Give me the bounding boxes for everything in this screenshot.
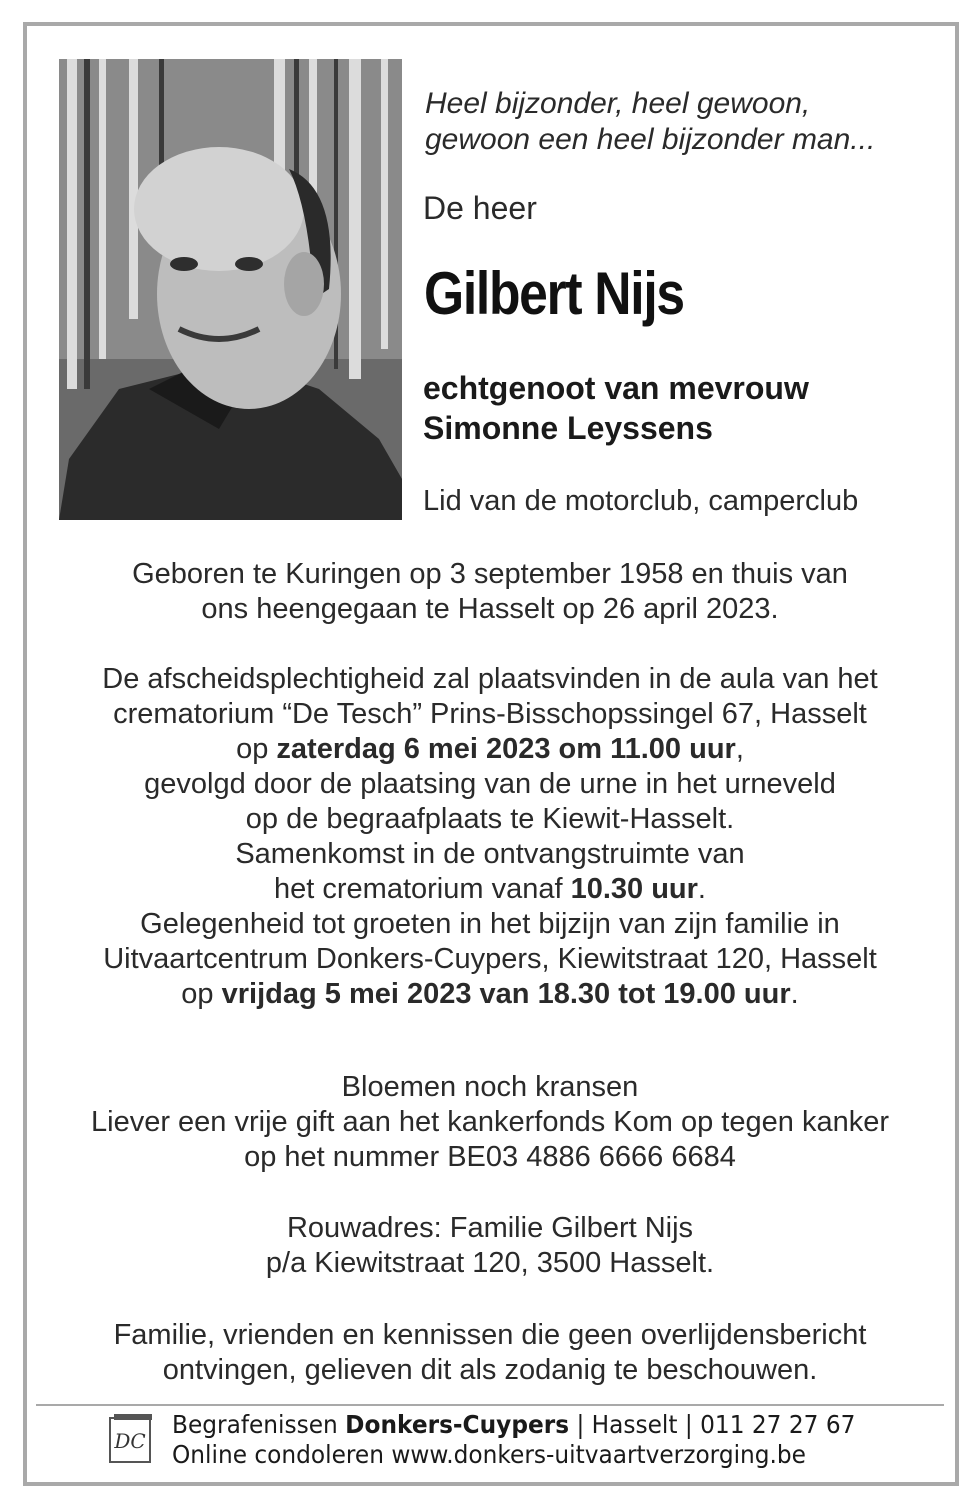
- text-span: .: [697, 873, 706, 905]
- text-line: Gelegenheid tot groeten in het bijzijn van zijn familie in: [140, 908, 840, 940]
- text-line: op het nummer BE03 4886 6666 6684: [244, 1141, 736, 1173]
- text-span: ,: [735, 733, 744, 765]
- text-line: ontvingen, gelieven dit als zodanig te beschouwen.: [162, 1354, 818, 1386]
- deceased-name: Gilbert Nijs: [424, 260, 684, 327]
- footer: [172, 1410, 907, 1470]
- text-line: gevolgd door de plaatsing van de urne in het urneveld: [144, 768, 836, 800]
- footer-contact: | Hasselt | 011 27 27 67: [569, 1410, 856, 1439]
- spouse-info: [423, 368, 809, 448]
- text-line: op de begraafplaats te Kiewit-Hasselt.: [245, 803, 735, 835]
- footer-text: Begrafenissen: [172, 1410, 346, 1439]
- club-membership: Lid van de motorclub, camperclub: [423, 485, 859, 517]
- motto-line: Heel bijzonder, heel gewoon,: [425, 87, 811, 120]
- spouse-line: echtgenoot van mevrouw: [423, 370, 809, 406]
- text-line: p/a Kiewitstraat 120, 3500 Hasselt.: [265, 1247, 715, 1279]
- text-line: Uitvaartcentrum Donkers-Cuypers, Kiewitstraat 120, Hasselt: [103, 943, 877, 975]
- text-line: Liever een vrije gift aan het kankerfonds Kom op tegen kanker: [91, 1106, 889, 1138]
- flowers-info: [40, 1070, 940, 1175]
- closing-notice: [40, 1318, 940, 1388]
- footer-divider: [36, 1404, 944, 1406]
- birth-death-info: [40, 557, 940, 627]
- name-prefix: De heer: [423, 190, 537, 226]
- text-line: Geboren te Kuringen op 3 september 1958 en thuis van: [132, 558, 848, 590]
- text-span: op: [181, 978, 222, 1010]
- mourning-address: [40, 1211, 940, 1281]
- motto: [425, 86, 925, 158]
- footer-company-line: [172, 1410, 855, 1440]
- text-line: De afscheidsplechtigheid zal plaatsvinden in de aula van het: [102, 663, 878, 695]
- ceremony-info: [40, 662, 940, 1012]
- motto-line: gewoon een heel bijzonder man...: [425, 123, 876, 156]
- text-span: op: [236, 733, 277, 765]
- visitation-date: vrijdag 5 mei 2023 van 18.30 tot 19.00 uur: [221, 978, 791, 1010]
- portrait-photo: [59, 59, 402, 520]
- text-span: het crematorium vanaf: [274, 873, 571, 905]
- text-line: [40, 732, 940, 767]
- text-line: Familie, vrienden en kennissen die geen overlijdensbericht: [113, 1319, 867, 1351]
- text-line: ons heengegaan te Hasselt op 26 april 2023.: [201, 593, 779, 625]
- text-line: Rouwadres: Familie Gilbert Nijs: [286, 1212, 694, 1244]
- portrait-image: [59, 59, 402, 520]
- gathering-time: 10.30 uur: [570, 873, 698, 905]
- text-line: Samenkomst in de ontvangstruimte van: [235, 838, 745, 870]
- company-name: Donkers-Cuypers: [345, 1410, 570, 1439]
- ceremony-date: zaterdag 6 mei 2023 om 11.00 uur: [276, 733, 736, 765]
- spouse-line: Simonne Leyssens: [423, 410, 713, 446]
- footer-online-line: Online condoleren www.donkers-uitvaartverzorging.be: [172, 1440, 806, 1469]
- text-line: Bloemen noch kransen: [341, 1071, 639, 1103]
- text-line: [40, 977, 940, 1012]
- funeral-home-logo: [108, 1412, 154, 1464]
- text-span: .: [790, 978, 799, 1010]
- logo-monogram: DC: [114, 1429, 146, 1453]
- text-line: crematorium “De Tesch” Prins-Bisschopssingel 67, Hasselt: [113, 698, 867, 730]
- text-line: [40, 872, 940, 907]
